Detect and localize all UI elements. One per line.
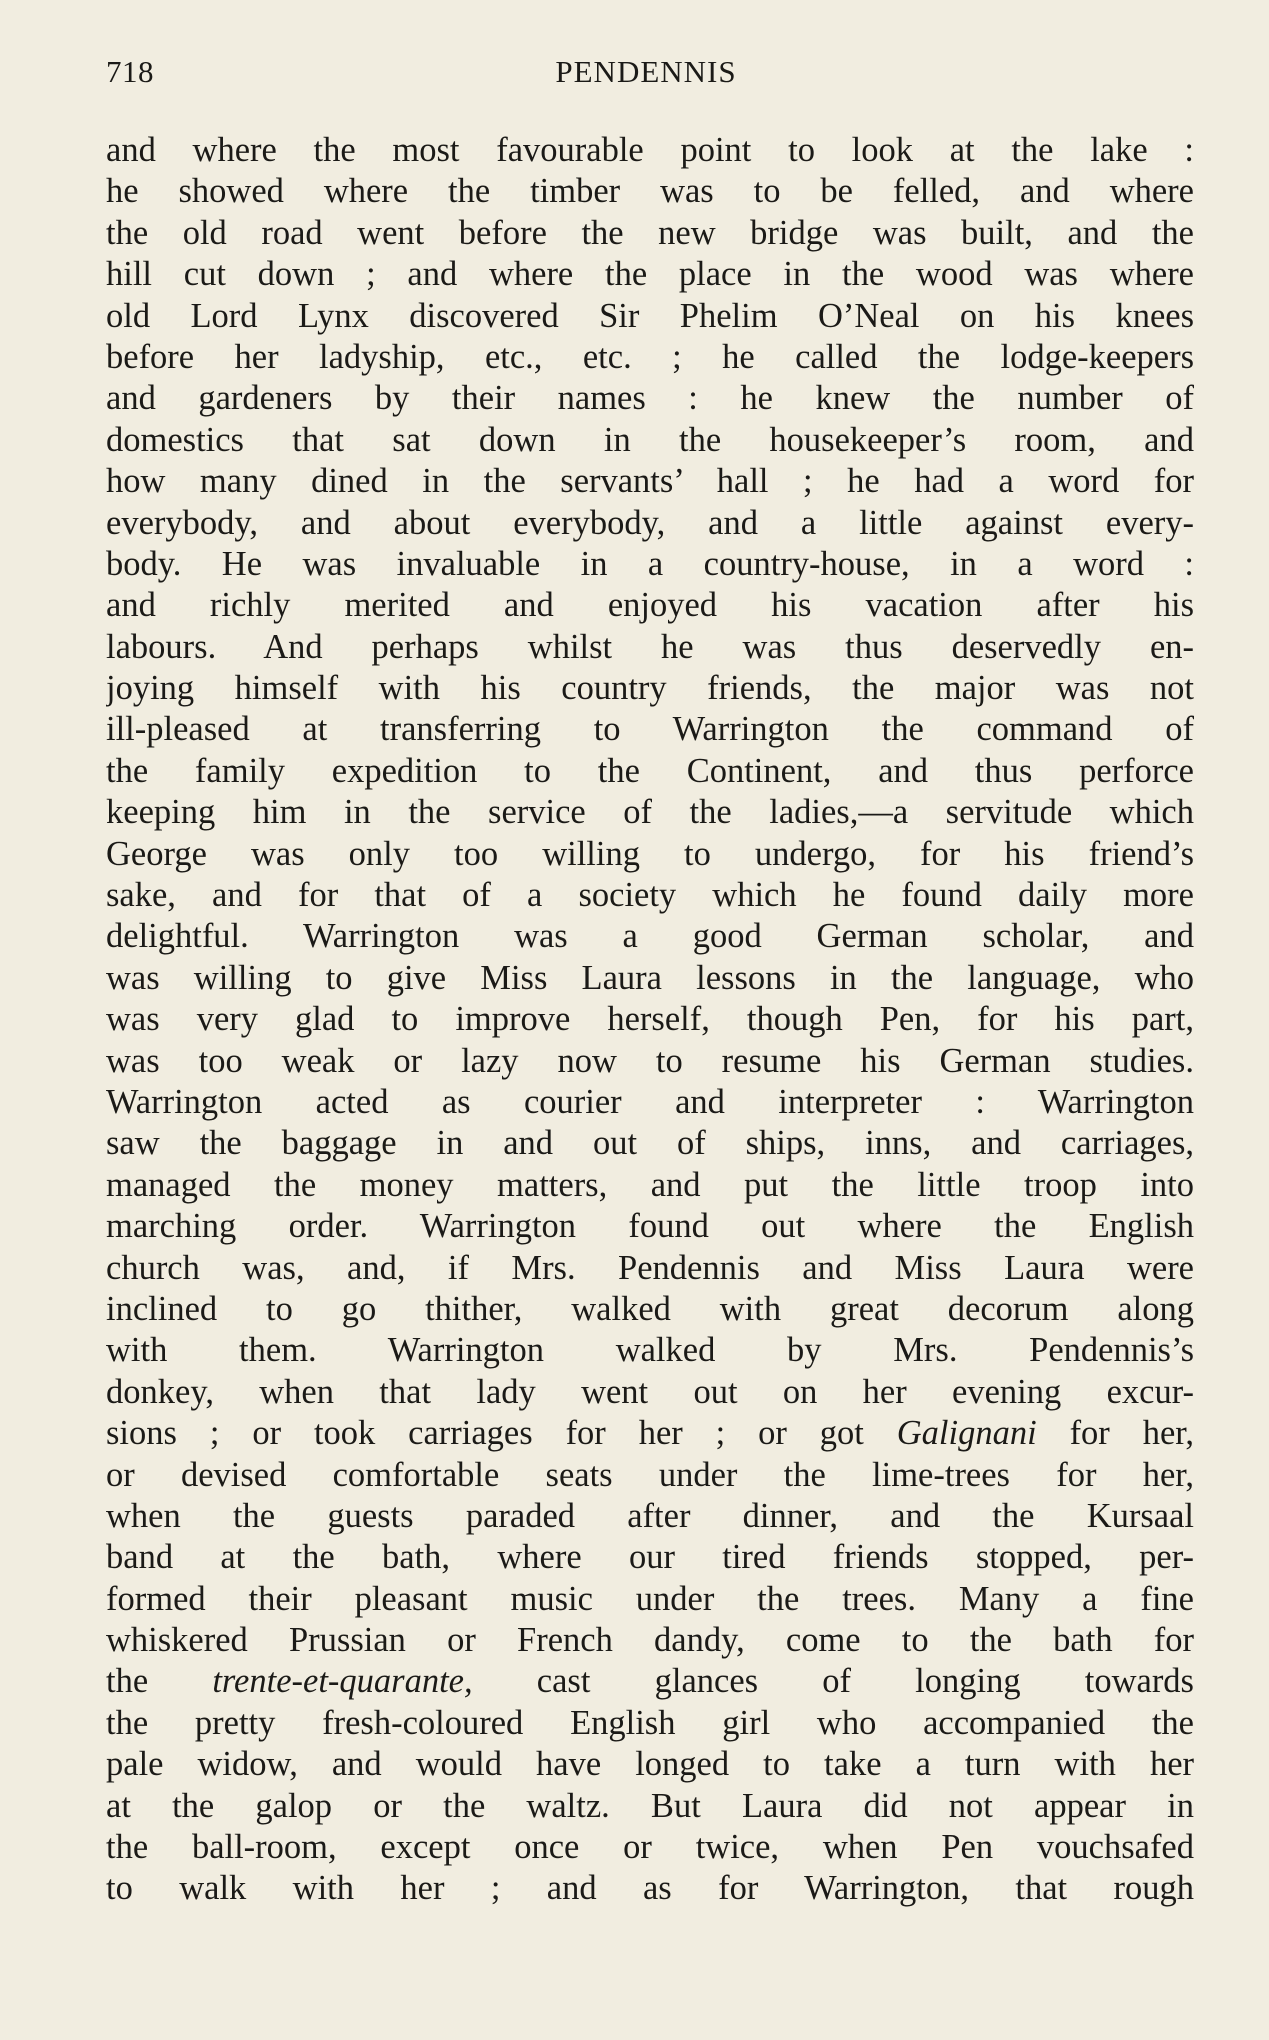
text-line: the pretty fresh-coloured English girl who accompanied the <box>106 1703 1194 1742</box>
text-line: was willing to give Miss Laura lessons in the language, who <box>106 958 1194 997</box>
text-line: he showed where the timber was to be felled, and where <box>106 172 1194 211</box>
text-line: marching order. Warrington found out where the English <box>106 1207 1194 1246</box>
text-line: and richly merited and enjoyed his vacation after his <box>106 586 1194 625</box>
text-line: before her ladyship, etc., etc. ; he called the lodge-keepers <box>106 337 1194 376</box>
text-line: formed their pleasant music under the trees. Many a fine <box>106 1579 1194 1618</box>
body-text <box>106 130 1194 1910</box>
text-line: saw the baggage in and out of ships, inns, and carriages, <box>106 1124 1194 1163</box>
text-line: was very glad to improve herself, though Pen, for his part, <box>106 1000 1194 1039</box>
text-line: to walk with her ; and as for Warrington, that rough <box>106 1869 1194 1908</box>
text-line: everybody, and about everybody, and a little against every- <box>106 503 1194 542</box>
text-line: the ball-room, except once or twice, when Pen vouchsafed <box>106 1828 1194 1867</box>
text-line: at the galop or the waltz. But Laura did not appear in <box>106 1786 1194 1825</box>
text-line: the family expedition to the Continent, and thus perforce <box>106 751 1194 790</box>
text-line: delightful. Warrington was a good German scholar, and <box>106 917 1194 956</box>
text-run: the <box>106 1662 213 1701</box>
text-line: domestics that sat down in the housekeeper’s room, and <box>106 420 1194 459</box>
text-line: pale widow, and would have longed to take a turn with her <box>106 1745 1194 1784</box>
text-line <box>106 1661 1194 1702</box>
running-head <box>106 54 1186 98</box>
running-title: PENDENNIS <box>555 54 737 89</box>
text-run: cast glances of longing towards <box>472 1662 1194 1701</box>
text-line: band at the bath, where our tired friends stopped, per- <box>106 1538 1194 1577</box>
italic-title-galignani: Galignani <box>896 1414 1037 1453</box>
text-line: the old road went before the new bridge was built, and the <box>106 213 1194 252</box>
text-line: and gardeners by their names : he knew the number of <box>106 379 1194 418</box>
text-line: how many dined in the servants’ hall ; he had a word for <box>106 462 1194 501</box>
text-run: for her, <box>1036 1414 1194 1453</box>
text-line: George was only too willing to undergo, for his friend’s <box>106 834 1194 873</box>
text-line: when the guests paraded after dinner, and the Kursaal <box>106 1496 1194 1535</box>
text-line: ill-pleased at transferring to Warrington the command of <box>106 710 1194 749</box>
text-line: inclined to go thither, walked with great decorum along <box>106 1289 1194 1328</box>
text-run: sions ; or took carriages for her ; or got <box>106 1414 897 1453</box>
text-line: was too weak or lazy now to resume his German studies. <box>106 1041 1194 1080</box>
text-line: and where the most favourable point to look at the lake : <box>106 131 1194 169</box>
text-line: managed the money matters, and put the little troop into <box>106 1165 1194 1204</box>
text-line: Warrington acted as courier and interpreter : Warrington <box>106 1082 1194 1121</box>
text-line <box>106 1413 1194 1454</box>
text-line: donkey, when that lady went out on her evening excur- <box>106 1372 1194 1411</box>
text-line: labours. And perhaps whilst he was thus deservedly en- <box>106 627 1194 666</box>
text-line: with them. Warrington walked by Mrs. Pendennis’s <box>106 1331 1194 1370</box>
text-line: sake, and for that of a society which he found daily more <box>106 876 1194 915</box>
text-line: or devised comfortable seats under the lime-trees for her, <box>106 1455 1194 1494</box>
italic-phrase-trente-et-quarante: trente-et-quarante, <box>212 1662 473 1701</box>
text-line: keeping him in the service of the ladies,—a servitude which <box>106 793 1194 832</box>
text-line: whiskered Prussian or French dandy, come to the bath for <box>106 1621 1194 1660</box>
text-line: joying himself with his country friends, the major was not <box>106 669 1194 708</box>
text-line: old Lord Lynx discovered Sir Phelim O’Neal on his knees <box>106 296 1194 335</box>
text-line: hill cut down ; and where the place in the wood was where <box>106 255 1194 294</box>
page-number: 718 <box>106 54 154 89</box>
text-line: body. He was invaluable in a country-house, in a word : <box>106 544 1194 583</box>
text-line: church was, and, if Mrs. Pendennis and Miss Laura were <box>106 1248 1194 1287</box>
